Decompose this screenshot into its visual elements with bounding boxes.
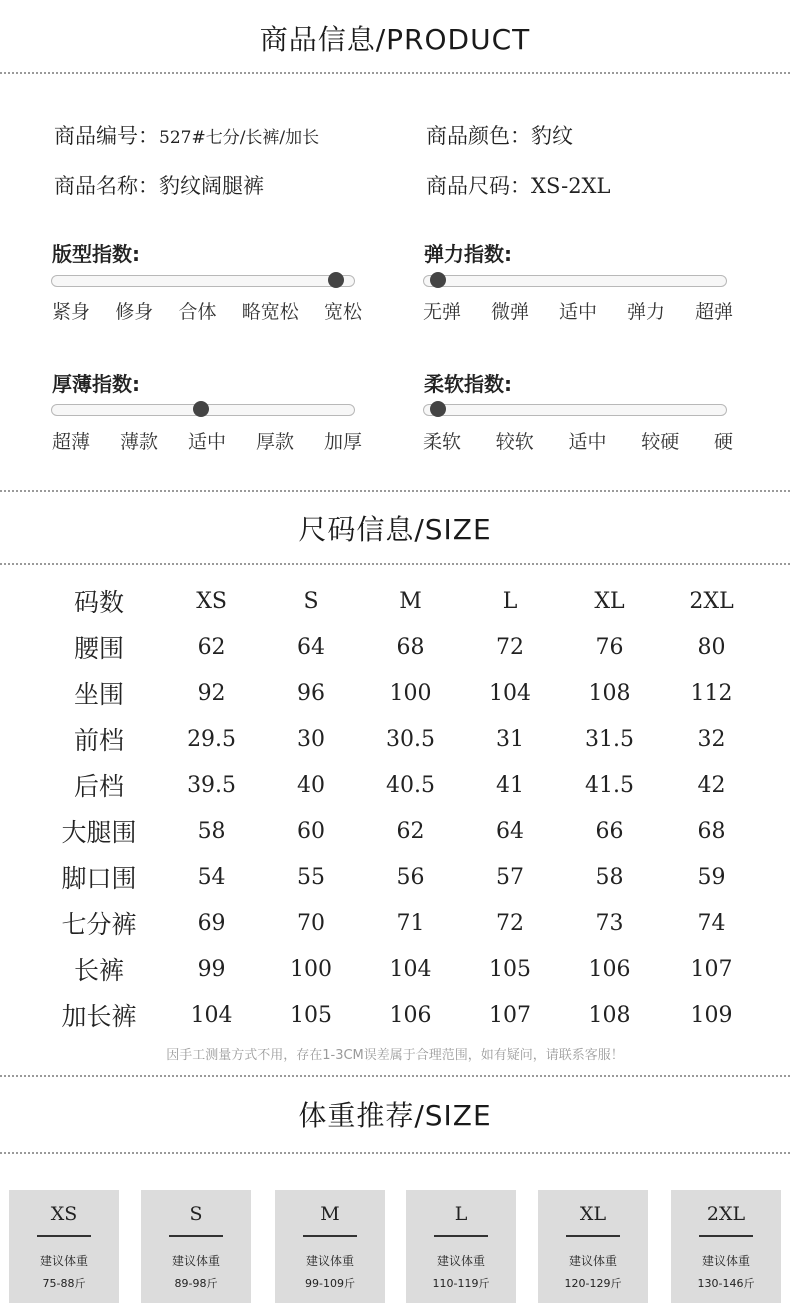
size-cell: 60 [297, 818, 326, 844]
product-section-title: 商品信息/PRODUCT [259, 23, 531, 56]
weight-card-label: 建议体重 [305, 1254, 354, 1268]
size-cell: 80 [697, 634, 726, 660]
weight-card [9, 1190, 119, 1303]
weight-card-size: S [189, 1203, 203, 1225]
fit-index-label: 版型指数: [52, 242, 140, 266]
size-cell: L [502, 588, 518, 614]
size-cell: 68 [697, 818, 726, 844]
thickness-tick: 薄款 [119, 431, 158, 453]
weight-card-underline [699, 1235, 753, 1237]
size-table-row [40, 946, 760, 992]
size-cell: 108 [588, 1002, 631, 1028]
thickness-index-ticks [52, 427, 362, 454]
size-cell: 104 [190, 1002, 233, 1028]
size-cell: 64 [297, 634, 326, 660]
product-size-value: XS-2XL [531, 174, 611, 198]
softness-tick: 较软 [495, 431, 534, 453]
weight-card-size: XL [579, 1203, 607, 1225]
weight-card [406, 1190, 516, 1303]
size-cell: S [303, 588, 319, 614]
elastic-index-label: 弹力指数: [424, 242, 512, 266]
size-cell: 58 [197, 818, 226, 844]
product-size-row [426, 170, 610, 200]
size-cell: 73 [595, 910, 624, 936]
softness-index-knob [430, 401, 446, 417]
size-table-row [40, 900, 760, 946]
weight-card-size: L [454, 1203, 468, 1225]
weight-card-label: 建议体重 [701, 1254, 750, 1268]
size-cell: 105 [489, 956, 532, 982]
size-cell: M [399, 588, 422, 614]
softness-tick: 柔软 [423, 431, 462, 453]
divider [0, 563, 790, 565]
size-cell: 107 [690, 956, 733, 982]
size-cell: 57 [496, 864, 525, 890]
size-cell: 106 [389, 1002, 432, 1028]
fit-index-knob [328, 272, 344, 288]
size-cell: 105 [290, 1002, 333, 1028]
size-row-label: 脚口围 [61, 864, 137, 893]
size-cell: 41 [496, 772, 525, 798]
size-cell: XL [594, 588, 625, 614]
size-cell: 31 [496, 726, 525, 752]
size-table-row [40, 992, 760, 1038]
size-cell: 68 [396, 634, 425, 660]
size-row-label: 长裤 [73, 956, 124, 985]
size-cell: 2XL [689, 588, 734, 614]
product-name-row [54, 170, 264, 200]
size-cell: 108 [588, 680, 631, 706]
thickness-tick: 加厚 [323, 431, 362, 453]
size-row-label: 码数 [73, 588, 124, 617]
size-cell: 62 [396, 818, 425, 844]
size-cell: 99 [197, 956, 226, 982]
thickness-index-knob [193, 401, 209, 417]
size-cell: 100 [389, 680, 432, 706]
size-cell: 96 [297, 680, 326, 706]
size-cell: 64 [496, 818, 525, 844]
size-cell: 76 [595, 634, 624, 660]
softness-tick: 较硬 [641, 431, 680, 453]
size-cell: 71 [396, 910, 425, 936]
size-cell: 106 [588, 956, 631, 982]
size-table-header [40, 578, 760, 624]
elastic-tick: 微弹 [490, 301, 529, 323]
thickness-tick: 厚款 [255, 431, 294, 453]
fit-tick: 修身 [115, 301, 154, 323]
weight-card-range: 110-119斤 [432, 1277, 490, 1290]
fit-tick: 略宽松 [241, 301, 299, 323]
weight-card-underline [434, 1235, 488, 1237]
size-table-row [40, 854, 760, 900]
fit-index-ticks [52, 297, 362, 324]
weight-card-underline [169, 1235, 223, 1237]
size-table-row [40, 762, 760, 808]
weight-card-range: 120-129斤 [564, 1277, 622, 1290]
size-cell: 112 [690, 680, 733, 706]
size-cell: 107 [489, 1002, 532, 1028]
size-cell: 66 [595, 818, 624, 844]
size-cell: 39.5 [187, 772, 237, 798]
size-cell: 92 [197, 680, 226, 706]
size-cell: 100 [290, 956, 333, 982]
divider [0, 1152, 790, 1154]
size-cell: 31.5 [585, 726, 635, 752]
fit-tick: 宽松 [323, 301, 362, 323]
weight-card-size: M [320, 1203, 340, 1225]
weight-card [275, 1190, 385, 1303]
size-cell: 69 [197, 910, 226, 936]
size-cell: 74 [697, 910, 726, 936]
softness-index-ticks [423, 427, 733, 454]
size-cell: 41.5 [585, 772, 635, 798]
thickness-index-track [51, 404, 355, 416]
elastic-tick: 超弹 [694, 301, 733, 323]
weight-card [141, 1190, 251, 1303]
size-cell: 58 [595, 864, 624, 890]
product-code-label: 商品编号： [54, 124, 159, 148]
size-row-label: 腰围 [73, 634, 124, 663]
elastic-tick: 弹力 [626, 301, 665, 323]
size-row-label: 前档 [73, 726, 124, 755]
product-code-row [54, 120, 319, 150]
thickness-tick: 超薄 [52, 431, 91, 453]
size-cell: 62 [197, 634, 226, 660]
divider [0, 490, 790, 492]
size-cell: 104 [489, 680, 532, 706]
size-cell: 55 [297, 864, 326, 890]
softness-index-track [423, 404, 727, 416]
elastic-index-ticks [423, 297, 733, 324]
size-table-row [40, 716, 760, 762]
weight-section-title: 体重推荐/SIZE [298, 1099, 492, 1132]
product-code-value: 527#七分/长裤/加长 [159, 128, 320, 148]
product-color-value: 豹纹 [531, 124, 573, 148]
weight-card-label: 建议体重 [171, 1254, 220, 1268]
size-cell: 104 [389, 956, 432, 982]
size-cell: XS [196, 588, 227, 614]
weight-card-range: 99-109斤 [305, 1277, 355, 1290]
weight-card-size: 2XL [706, 1203, 746, 1225]
size-cell: 70 [297, 910, 326, 936]
weight-card-label: 建议体重 [39, 1254, 88, 1268]
size-cell: 42 [697, 772, 726, 798]
elastic-tick: 适中 [558, 301, 597, 323]
size-cell: 59 [697, 864, 726, 890]
size-cell: 72 [496, 910, 525, 936]
thickness-tick: 适中 [187, 431, 226, 453]
product-color-row [426, 120, 573, 150]
product-name-label: 商品名称： [54, 174, 159, 198]
thickness-index-label: 厚薄指数: [52, 372, 140, 396]
fit-tick: 合体 [178, 301, 217, 323]
size-cell: 29.5 [187, 726, 237, 752]
size-cell: 40 [297, 772, 326, 798]
size-cell: 54 [197, 864, 226, 890]
measurement-note: 因手工测量方式不用，存在1-3CM误差属于合理范围，如有疑问，请联系客服！ [166, 1048, 624, 1063]
weight-card-size: XS [50, 1203, 78, 1225]
size-row-label: 七分裤 [61, 910, 137, 939]
size-cell: 30.5 [386, 726, 436, 752]
weight-card [538, 1190, 648, 1303]
elastic-index-track [423, 275, 727, 287]
size-row-label: 大腿围 [61, 818, 137, 847]
weight-card-range: 130-146斤 [697, 1277, 755, 1290]
weight-card [671, 1190, 781, 1303]
weight-card-label: 建议体重 [436, 1254, 485, 1268]
size-cell: 40.5 [386, 772, 436, 798]
weight-card-label: 建议体重 [568, 1254, 617, 1268]
size-table-row [40, 624, 760, 670]
size-row-label: 坐围 [73, 680, 124, 709]
product-name-value: 豹纹阔腿裤 [159, 174, 264, 198]
size-table-row [40, 808, 760, 854]
size-cell: 30 [297, 726, 326, 752]
weight-card-underline [37, 1235, 91, 1237]
weight-card-underline [566, 1235, 620, 1237]
size-row-label: 后档 [73, 772, 124, 801]
divider [0, 72, 790, 74]
weight-card-underline [303, 1235, 357, 1237]
size-table-row [40, 670, 760, 716]
size-cell: 72 [496, 634, 525, 660]
product-size-label: 商品尺码： [426, 174, 531, 198]
softness-tick: 硬 [713, 431, 733, 453]
size-cell: 109 [690, 1002, 733, 1028]
elastic-tick: 无弹 [423, 301, 462, 323]
fit-index-track [51, 275, 355, 287]
elastic-index-knob [430, 272, 446, 288]
weight-card-range: 75-88斤 [42, 1277, 86, 1290]
softness-tick: 适中 [568, 431, 607, 453]
weight-card-range: 89-98斤 [174, 1277, 218, 1290]
size-cell: 56 [396, 864, 425, 890]
size-table [40, 578, 760, 1038]
product-color-label: 商品颜色： [426, 124, 531, 148]
size-cell: 32 [697, 726, 726, 752]
size-row-label: 加长裤 [61, 1002, 137, 1031]
divider [0, 1075, 790, 1077]
fit-tick: 紧身 [52, 301, 91, 323]
size-section-title: 尺码信息/SIZE [298, 513, 492, 546]
softness-index-label: 柔软指数: [424, 372, 512, 396]
